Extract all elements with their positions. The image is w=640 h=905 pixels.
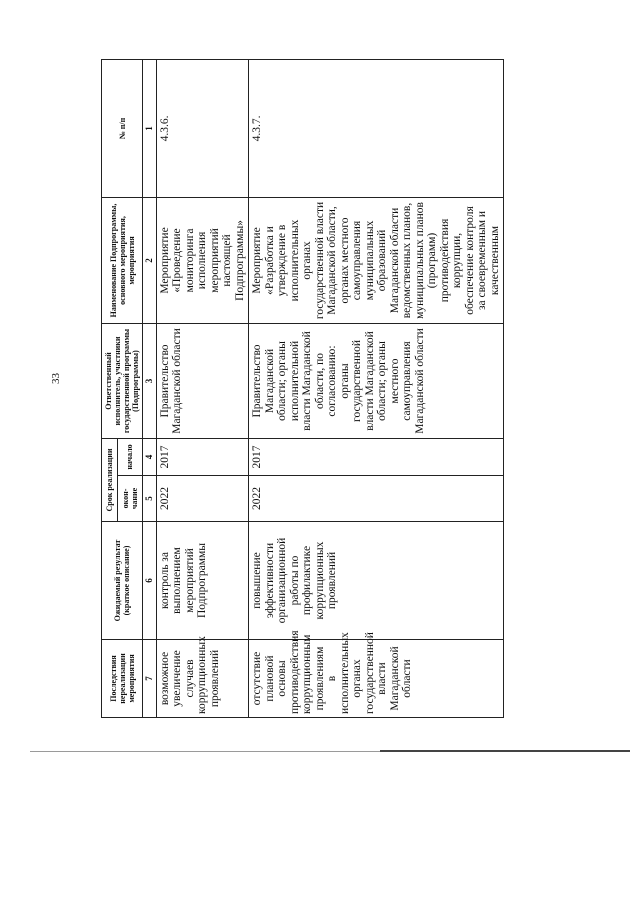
header-start: начало <box>117 438 143 475</box>
cell-executor: Правительство Магаданской области <box>156 323 249 438</box>
column-number: 2 <box>143 197 157 323</box>
cell-start: 2017 <box>249 438 504 475</box>
header-row <box>102 59 118 717</box>
cell-start: 2017 <box>156 438 249 475</box>
cell-name: Мероприятие «Разработка и утверждение в исполнительных органах государственной власти Магаданской области, органах местного самоуправления муниципальных образований Магаданской области ведомственных планов, муниципальных планов (программ) противодействия коррупции, обеспечение контроля за своевременным и качественным <box>249 197 504 323</box>
column-numbers-row <box>143 59 157 717</box>
column-number: 7 <box>143 640 157 718</box>
column-number: 6 <box>143 522 157 640</box>
header-end: окон-чание <box>117 476 143 522</box>
cell-name: Мероприятие «Проведение мониторинга исполнения мероприятий настоящей Подпрограммы» <box>156 197 249 323</box>
table-row <box>249 59 504 717</box>
rotated-table-container <box>101 60 501 718</box>
cell-end: 2022 <box>249 476 504 522</box>
scan-divider-dark <box>380 750 630 752</box>
column-number: 4 <box>143 438 157 475</box>
column-number: 5 <box>143 476 157 522</box>
cell-result: повышение эффективности организационной работы по профилактике коррупционных проявлений <box>249 522 504 640</box>
header-executor: Ответственный исполнитель, участники государственной программы (Подпрограммы) <box>102 323 143 438</box>
page-number: 33 <box>50 373 62 384</box>
cell-result: контроль за выполнением мероприятий Подпрограммы <box>156 522 249 640</box>
column-number: 3 <box>143 323 157 438</box>
header-name: Наименование Подпрограммы, основного мероприятия, мероприятия <box>102 197 143 323</box>
cell-num: 4.3.7. <box>249 59 504 197</box>
column-number: 1 <box>143 59 157 197</box>
cell-executor: Правительство Магаданской области; органы исполнительной власти Магаданской области, по согласованию: органы государственной власти Магаданской области; органы местного самоуправления Магаданской области <box>249 323 504 438</box>
program-measures-table <box>101 59 504 718</box>
cell-consequences: возможное увеличение случаев коррупционных проявлений <box>156 640 249 718</box>
cell-num: 4.3.6. <box>156 59 249 197</box>
header-period: Срок реализации <box>102 438 118 521</box>
header-num: № п/п <box>102 59 143 197</box>
cell-consequences: отсутствие плановой основы противодействия коррупционным проявлениям в исполнительных органах государственной власти Магаданской области <box>249 640 504 718</box>
header-result: Ожидаемый результат (краткое описание) <box>102 522 143 640</box>
cell-end: 2022 <box>156 476 249 522</box>
header-consequences: Последствия нереализации мероприятия <box>102 640 143 718</box>
table-row <box>156 59 249 717</box>
